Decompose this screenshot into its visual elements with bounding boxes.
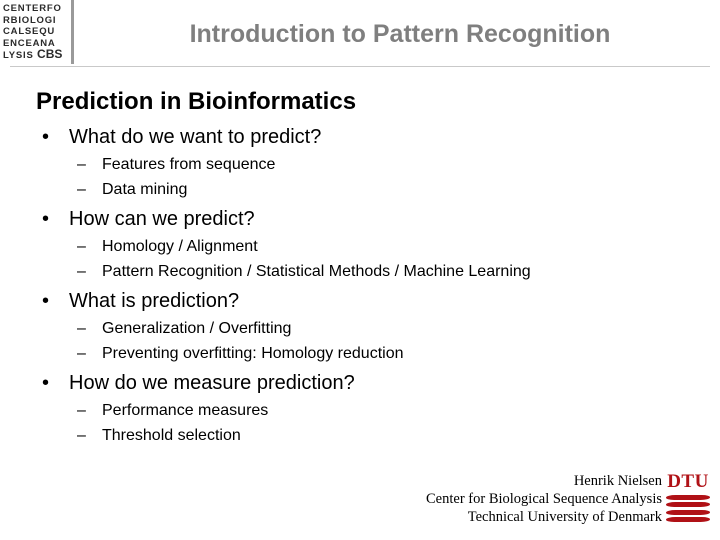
bullet-marker-icon: • xyxy=(42,126,50,148)
sub-item-1-1 xyxy=(69,152,696,177)
sub-item-3-1-label: Generalization / Overfitting xyxy=(102,320,292,337)
dash-marker-icon: – xyxy=(77,345,86,362)
sub-item-4-2 xyxy=(69,423,696,448)
dash-marker-icon: – xyxy=(77,156,86,173)
bullet-list-level2-1 xyxy=(69,152,696,202)
bullet-item-1 xyxy=(36,122,696,202)
cbs-logo-line-5-text: LYSIS xyxy=(3,50,34,61)
bullet-list-level1 xyxy=(36,122,696,448)
bullet-item-2 xyxy=(36,204,696,284)
sub-item-1-2-label: Data mining xyxy=(102,181,188,198)
sub-item-4-2-label: Threshold selection xyxy=(102,427,241,444)
cbs-logo xyxy=(0,0,74,64)
bullet-list-level2-2 xyxy=(69,234,696,284)
bullet-marker-icon: • xyxy=(42,372,50,394)
cbs-logo-line-4: ENCEANA xyxy=(3,37,56,49)
sub-item-4-1-label: Performance measures xyxy=(102,402,269,419)
dtu-wave-3-icon xyxy=(665,510,710,515)
slide-title: Introduction to Pattern Recognition xyxy=(189,20,611,48)
sub-item-2-2-label: Pattern Recognition / Statistical Methods / Machine Learning xyxy=(102,263,531,280)
content-title: Prediction in Bioinformatics xyxy=(36,88,357,115)
bullet-item-3-label: What is prediction? xyxy=(69,290,240,312)
cbs-logo-word: CBS xyxy=(37,47,63,61)
sub-item-2-1 xyxy=(69,234,696,259)
slide-footer xyxy=(426,472,662,526)
dtu-wave-4-icon xyxy=(665,517,710,522)
header-divider xyxy=(10,66,710,67)
dash-marker-icon: – xyxy=(77,181,86,198)
cbs-logo-line-1: CENTERFO xyxy=(3,3,62,14)
sub-item-4-1 xyxy=(69,398,696,423)
slide-header xyxy=(0,0,720,68)
sub-item-3-1 xyxy=(69,316,696,341)
cbs-logo-line-2: RBIOLOGI xyxy=(3,14,57,26)
cbs-logo-line-5 xyxy=(3,49,71,62)
sub-item-2-2 xyxy=(69,259,696,284)
cbs-logo-line-3: CALSEQU xyxy=(3,26,56,37)
slide-body xyxy=(36,88,696,448)
sub-item-1-2 xyxy=(69,177,696,202)
sub-item-2-1-label: Homology / Alignment xyxy=(102,238,258,255)
bullet-list-level2-3 xyxy=(69,316,696,366)
footer-author: Henrik Nielsen xyxy=(573,473,662,489)
dtu-logo xyxy=(664,472,712,528)
sub-item-3-2 xyxy=(69,341,696,366)
bullet-list-level2-4 xyxy=(69,398,696,448)
dash-marker-icon: – xyxy=(77,263,86,280)
bullet-item-1-label: What do we want to predict? xyxy=(69,126,322,148)
bullet-marker-icon: • xyxy=(42,290,50,312)
bullet-item-2-label: How can we predict? xyxy=(69,208,255,230)
dash-marker-icon: – xyxy=(77,427,86,444)
sub-item-3-2-label: Preventing overfitting: Homology reduction xyxy=(102,345,404,362)
dtu-wave-1-icon xyxy=(665,495,710,500)
bullet-marker-icon: • xyxy=(42,208,50,230)
dash-marker-icon: – xyxy=(77,238,86,255)
sub-item-1-1-label: Features from sequence xyxy=(102,156,276,173)
dash-marker-icon: – xyxy=(77,402,86,419)
bullet-item-4 xyxy=(36,368,696,448)
bullet-item-4-label: How do we measure prediction? xyxy=(69,372,355,394)
bullet-item-3 xyxy=(36,286,696,366)
dash-marker-icon: – xyxy=(77,320,86,337)
dtu-logo-text: DTU xyxy=(667,471,709,492)
footer-university: Technical University of Denmark xyxy=(467,509,662,525)
dtu-wave-2-icon xyxy=(665,502,710,507)
footer-affiliation: Center for Biological Sequence Analysis xyxy=(426,491,662,507)
